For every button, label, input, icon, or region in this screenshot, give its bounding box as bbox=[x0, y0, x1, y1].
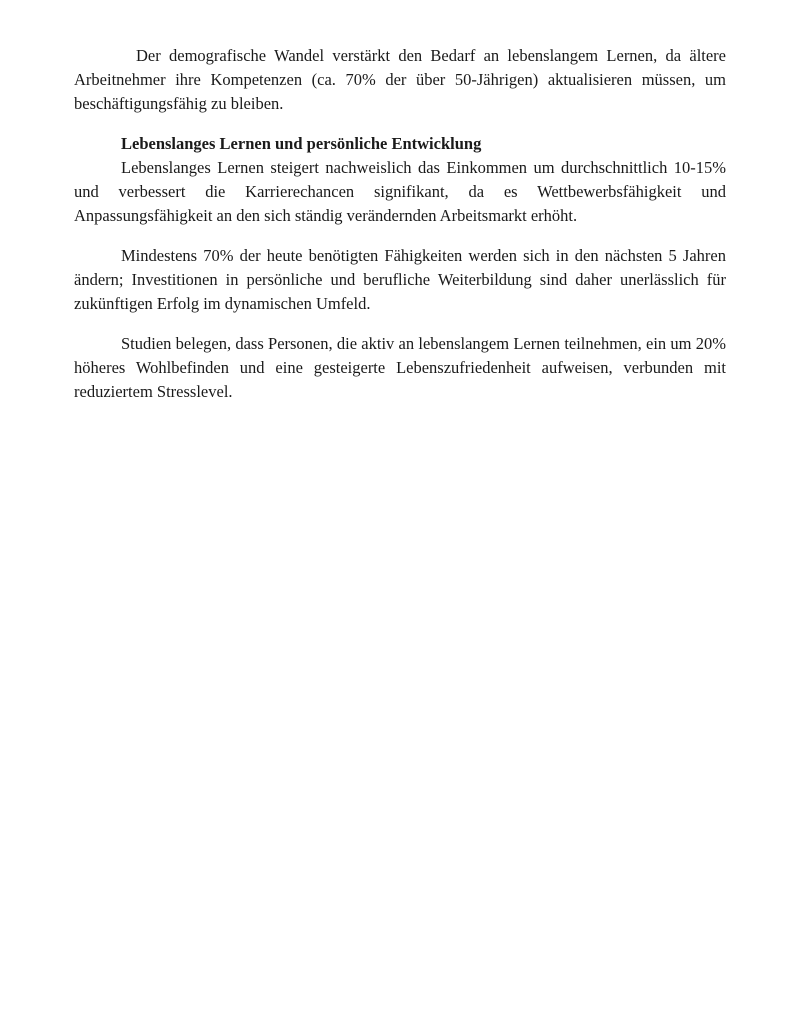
document-body bbox=[74, 44, 726, 404]
paragraph-income: Lebenslanges Lernen steigert nachweislich das Einkommen um durchschnittlich 10-15% und verbessert die Karrierechancen signifikant, da es Wettbewerbsfähigkeit und Anpassungsfähigkeit an den sich ständig verändernden Arbeitsmarkt erhöht. bbox=[74, 158, 726, 225]
section-heading: Lebenslanges Lernen und persönliche Entwicklung bbox=[121, 134, 482, 153]
paragraph-wellbeing: Studien belegen, dass Personen, die aktiv an lebenslangem Lernen teilnehmen, ein um 20% höheres Wohlbefinden und eine gesteigerte Lebenszufriedenheit aufweisen, verbunden mit reduziertem Stresslevel. bbox=[74, 334, 726, 401]
paragraph-skills: Mindestens 70% der heute benötigten Fähigkeiten werden sich in den nächsten 5 Jahren ändern; Investitionen in persönliche und berufliche Weiterbildung sind daher unerlässlich für zukünftigen Erfolg im dynamischen Umfeld. bbox=[74, 246, 726, 313]
paragraph-demographic-change: Der demografische Wandel verstärkt den Bedarf an lebenslangem Lernen, da ältere Arbeitnehmer ihre Kompetenzen (ca. 70% der über 50-Jährigen) aktualisieren müssen, um beschäftigungsfähig zu bleiben. bbox=[74, 46, 726, 113]
